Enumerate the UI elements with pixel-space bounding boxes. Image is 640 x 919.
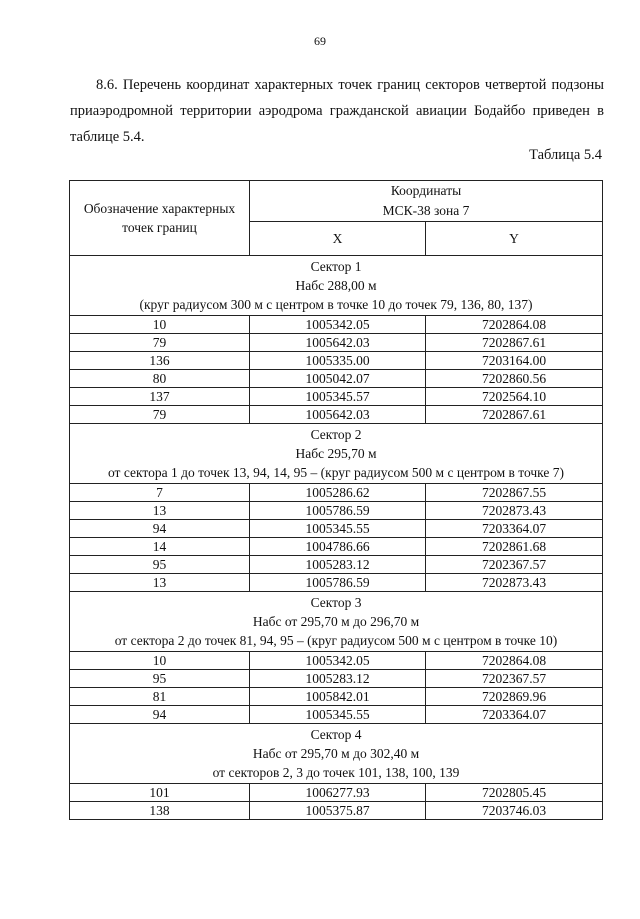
table-row — [70, 334, 603, 352]
point-cell: 13 — [70, 574, 250, 592]
table-caption: Таблица 5.4 — [529, 147, 602, 163]
y-coordinate-cell: 7202805.45 — [426, 784, 603, 802]
y-coordinate-cell: 7203364.07 — [426, 706, 603, 724]
table-row — [70, 706, 603, 724]
point-cell: 79 — [70, 406, 250, 424]
sector-header-row — [70, 256, 603, 316]
x-coordinate-cell: 1005286.62 — [250, 484, 426, 502]
sector-description: (круг радиусом 300 м с центром в точке 10 до точек 79, 136, 80, 137) — [139, 297, 533, 312]
y-coordinate-cell: 7202367.57 — [426, 670, 603, 688]
point-cell: 81 — [70, 688, 250, 706]
table-row — [70, 688, 603, 706]
y-coordinate-cell: 7202367.57 — [426, 556, 603, 574]
table-row — [70, 316, 603, 334]
x-coordinate-cell: 1005342.05 — [250, 316, 426, 334]
point-cell: 80 — [70, 370, 250, 388]
sector-header — [70, 256, 603, 316]
x-coordinate-cell: 1005345.55 — [250, 706, 426, 724]
table-row — [70, 538, 603, 556]
table-row — [70, 484, 603, 502]
table-row — [70, 802, 603, 820]
x-coordinate-cell: 1005283.12 — [250, 670, 426, 688]
x-coordinate-cell: 1005283.12 — [250, 556, 426, 574]
y-coordinate-cell: 7202867.61 — [426, 334, 603, 352]
y-coordinate-cell: 7203164.00 — [426, 352, 603, 370]
y-coordinate-cell: 7202867.55 — [426, 484, 603, 502]
x-coordinate-cell: 1005342.05 — [250, 652, 426, 670]
y-coordinate-cell: 7202564.10 — [426, 388, 603, 406]
x-coordinate-cell: 1005335.00 — [250, 352, 426, 370]
sector-title: Сектор 3 — [310, 595, 362, 610]
x-coordinate-cell: 1005345.57 — [250, 388, 426, 406]
sector-header — [70, 424, 603, 484]
sector-header-row — [70, 424, 603, 484]
sector-description: от секторов 2, 3 до точек 101, 138, 100, 139 — [212, 765, 460, 780]
sector-header — [70, 592, 603, 652]
table-row — [70, 502, 603, 520]
point-cell: 79 — [70, 334, 250, 352]
point-cell: 94 — [70, 706, 250, 724]
x-coordinate-cell: 1005345.55 — [250, 520, 426, 538]
coordinates-table — [69, 180, 603, 820]
sector-header-row — [70, 592, 603, 652]
x-coordinate-cell: 1005375.87 — [250, 802, 426, 820]
point-cell: 95 — [70, 670, 250, 688]
sector-description: от сектора 2 до точек 81, 94, 95 – (круг радиусом 500 м с центром в точке 10) — [114, 633, 558, 648]
y-coordinate-cell: 7202860.56 — [426, 370, 603, 388]
point-cell: 14 — [70, 538, 250, 556]
table-row — [70, 352, 603, 370]
y-coordinate-cell: 7202867.61 — [426, 406, 603, 424]
sector-header — [70, 724, 603, 784]
point-cell: 13 — [70, 502, 250, 520]
sector-description: от сектора 1 до точек 13, 94, 14, 95 – (круг радиусом 500 м с центром в точке 7) — [107, 465, 565, 480]
sector-altitude: Набс 288,00 м — [295, 278, 377, 293]
sector-altitude: Набс от 295,70 м до 302,40 м — [252, 746, 420, 761]
point-cell: 94 — [70, 520, 250, 538]
point-cell: 138 — [70, 802, 250, 820]
table-row — [70, 556, 603, 574]
header-coordinate-system: МСК-38 зона 7 — [382, 203, 470, 218]
y-coordinate-cell: 7203746.03 — [426, 802, 603, 820]
sector-header-row — [70, 724, 603, 784]
y-coordinate-cell: 7202864.08 — [426, 316, 603, 334]
table-row — [70, 670, 603, 688]
y-coordinate-cell: 7202869.96 — [426, 688, 603, 706]
intro-paragraph: 8.6. Перечень координат характерных точек границ секторов четвертой подзоны приаэродромной территории аэродрома гражданской авиации Бодайбо приведен в таблице 5.4. — [70, 77, 604, 145]
x-coordinate-cell: 1006277.93 — [250, 784, 426, 802]
sector-title: Сектор 2 — [310, 427, 362, 442]
table-row — [70, 388, 603, 406]
x-coordinate-cell: 1005042.07 — [250, 370, 426, 388]
x-coordinate-cell: 1005642.03 — [250, 334, 426, 352]
point-cell: 10 — [70, 652, 250, 670]
sector-altitude: Набс 295,70 м — [295, 446, 377, 461]
x-coordinate-cell: 1005842.01 — [250, 688, 426, 706]
page-number: 69 — [314, 34, 326, 48]
header-coordinates — [250, 181, 603, 222]
sector-title: Сектор 1 — [310, 259, 362, 274]
point-cell: 136 — [70, 352, 250, 370]
point-cell: 10 — [70, 316, 250, 334]
x-coordinate-cell: 1005786.59 — [250, 574, 426, 592]
header-point-designation: Обозначение характерных точек границ — [70, 181, 250, 256]
table-row — [70, 370, 603, 388]
point-cell: 101 — [70, 784, 250, 802]
point-cell: 95 — [70, 556, 250, 574]
header-x: X — [250, 222, 426, 256]
table-row — [70, 652, 603, 670]
table-row — [70, 574, 603, 592]
x-coordinate-cell: 1005786.59 — [250, 502, 426, 520]
x-coordinate-cell: 1004786.66 — [250, 538, 426, 556]
y-coordinate-cell: 7202873.43 — [426, 502, 603, 520]
y-coordinate-cell: 7203364.07 — [426, 520, 603, 538]
y-coordinate-cell: 7202861.68 — [426, 538, 603, 556]
header-y: Y — [426, 222, 603, 256]
header-coordinates-title: Координаты — [390, 183, 462, 198]
y-coordinate-cell: 7202873.43 — [426, 574, 603, 592]
y-coordinate-cell: 7202864.08 — [426, 652, 603, 670]
point-cell: 137 — [70, 388, 250, 406]
table-row — [70, 406, 603, 424]
sector-altitude: Набс от 295,70 м до 296,70 м — [252, 614, 420, 629]
x-coordinate-cell: 1005642.03 — [250, 406, 426, 424]
table-row — [70, 520, 603, 538]
table-body — [70, 256, 603, 820]
point-cell: 7 — [70, 484, 250, 502]
table-row — [70, 784, 603, 802]
sector-title: Сектор 4 — [310, 727, 362, 742]
